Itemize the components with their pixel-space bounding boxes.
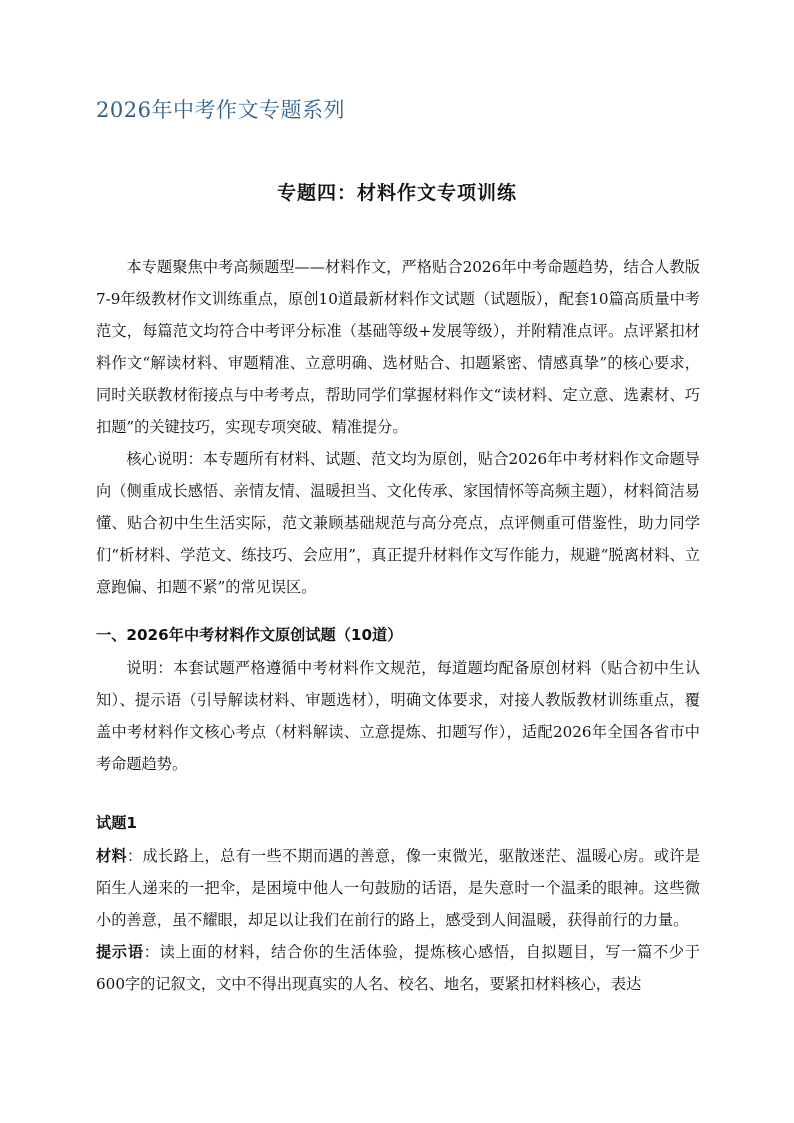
section-heading: 一、2026年中考材料作文原创试题（10道）: [96, 626, 403, 644]
topic-title: 专题四：材料作文专项训练: [276, 182, 517, 204]
intro-paragraph-2: 核心说明：本专题所有材料、试题、范文均为原创，贴合2026年中考材料作文命题导向（侧重成长感悟、亲情友情、温暖担当、文化传承、家国情怀等高频主题），材料简洁易懂、贴合初中生生活实际，范文兼顾基础规范与高分亮点，点评侧重可借鉴性，助力同学们“析材料、学范文、练技巧、会应用”，真正提升材料作文写作能力，规避“脱离材料、立意跑偏、扣题不紧”的常见误区。: [96, 450, 700, 596]
prompt-label: 提示语: [96, 943, 144, 961]
intro-section: [96, 251, 700, 603]
material-label: 材料: [96, 847, 127, 865]
material-text: ：成长路上，总有一些不期而遇的善意，像一束微光，驱散迷茫、温暖心房。或许是陌生人递来的一把伞，是困境中他人一句鼓励的话语，是失意时一个温柔的眼神。这些微小的善意，虽不耀眼，却足以让我们在前行的路上，感受到人间温暖，获得前行的力量。: [96, 847, 701, 929]
question-heading: 试题1: [96, 814, 137, 832]
series-title: 2026年中考作文专题系列: [96, 98, 345, 122]
section-description-block: [96, 652, 700, 780]
intro-paragraph-1: 本专题聚焦中考高频题型——材料作文，严格贴合2026年中考命题趋势，结合人教版7-9年级教材作文训练重点，原创10道最新材料作文试题（试题版），配套10篇高质量中考范文，每篇范文均符合中考评分标准（基础等级+发展等级），并附精准点评。点评紧扣材料作文“解读材料、审题精准、立意明确、选材贴合、扣题紧密、情感真挚”的核心要求，同时关联教材衔接点与中考考点，帮助同学们掌握材料作文“读材料、定立意、选素材、巧扣题”的关键技巧，实现专项突破、精准提分。: [96, 258, 700, 436]
prompt-paragraph: [96, 936, 700, 1000]
material-paragraph: [96, 840, 700, 936]
question-block: [96, 840, 700, 1000]
section-description: 说明：本套试题严格遵循中考材料作文规范，每道题均配备原创材料（贴合初中生认知）、提示语（引导解读材料、审题选材），明确文体要求，对接人教版教材训练重点，覆盖中考材料作文核心考点（材料解读、立意提炼、扣题写作），适配2026年全国各省市中考命题趋势。: [96, 659, 700, 773]
prompt-text: ：读上面的材料，结合你的生活体验，提炼核心感悟，自拟题目，写一篇不少于600字的记叙文，文中不得出现真实的人名、校名、地名，要紧扣材料核心，表达: [96, 943, 701, 993]
